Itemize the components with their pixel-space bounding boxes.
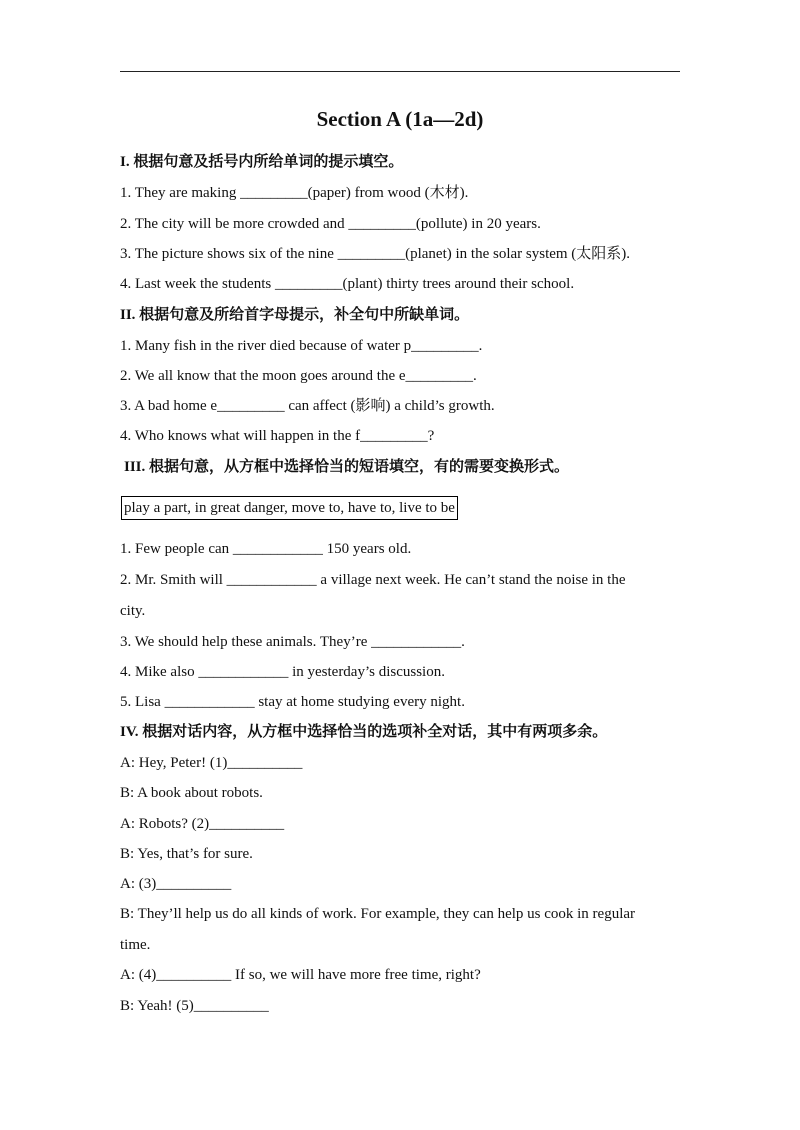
exercise-line: 1. Few people can ____________ 150 years old.: [120, 541, 412, 557]
exercise-line: 4. Last week the students _________(plant) thirty trees around their school.: [120, 276, 575, 292]
exercise-line: 4. Mike also ____________ in yesterday’s discussion.: [120, 664, 445, 680]
exercise-line: 1. Many fish in the river died because of water p_________.: [120, 338, 483, 354]
exercise-line: 1. They are making _________(paper) from wood (木材).: [120, 185, 469, 201]
exercise-line: 2. We all know that the moon goes around the e_________.: [120, 368, 477, 384]
dialogue-line: A: Hey, Peter! (1)__________: [120, 755, 303, 771]
dialogue-line: time.: [120, 937, 151, 953]
word-box: play a part, in great danger, move to, have to, live to be: [121, 496, 458, 520]
section-heading-2: II. 根据句意及所给首字母提示，补全句中所缺单词。: [120, 307, 470, 323]
exercise-line: 3. A bad home e_________ can affect (影响) a child’s growth.: [120, 398, 495, 414]
top-rule: [120, 71, 680, 72]
dialogue-line: B: They’ll help us do all kinds of work. For example, they can help us cook in regular: [120, 906, 636, 922]
exercise-line: 2. Mr. Smith will ____________ a village next week. He can’t stand the noise in the: [120, 572, 626, 588]
exercise-line: 4. Who knows what will happen in the f_________?: [120, 428, 435, 444]
dialogue-line: B: A book about robots.: [120, 785, 263, 801]
exercise-line: 5. Lisa ____________ stay at home studying every night.: [120, 694, 465, 710]
exercise-line: 2. The city will be more crowded and _________(pollute) in 20 years.: [120, 216, 541, 232]
section-heading-1: I. 根据句意及括号内所给单词的提示填空。: [120, 154, 404, 170]
dialogue-line: B: Yes, that’s for sure.: [120, 846, 253, 862]
dialogue-line: A: (4)__________ If so, we will have more free time, right?: [120, 967, 481, 983]
dialogue-line: B: Yeah! (5)__________: [120, 998, 269, 1014]
section-heading-4: IV. 根据对话内容，从方框中选择恰当的选项补全对话，其中有两项多余。: [120, 724, 608, 740]
page-title: Section A (1a—2d): [316, 107, 484, 131]
exercise-line: city.: [120, 603, 146, 619]
section-heading-3: III. 根据句意，从方框中选择恰当的短语填空，有的需要变换形式。: [124, 459, 570, 475]
dialogue-line: A: (3)__________: [120, 876, 232, 892]
exercise-line: 3. We should help these animals. They’re ____________.: [120, 634, 465, 650]
dialogue-line: A: Robots? (2)__________: [120, 816, 285, 832]
exercise-line: 3. The picture shows six of the nine _________(planet) in the solar system (太阳系).: [120, 246, 631, 262]
